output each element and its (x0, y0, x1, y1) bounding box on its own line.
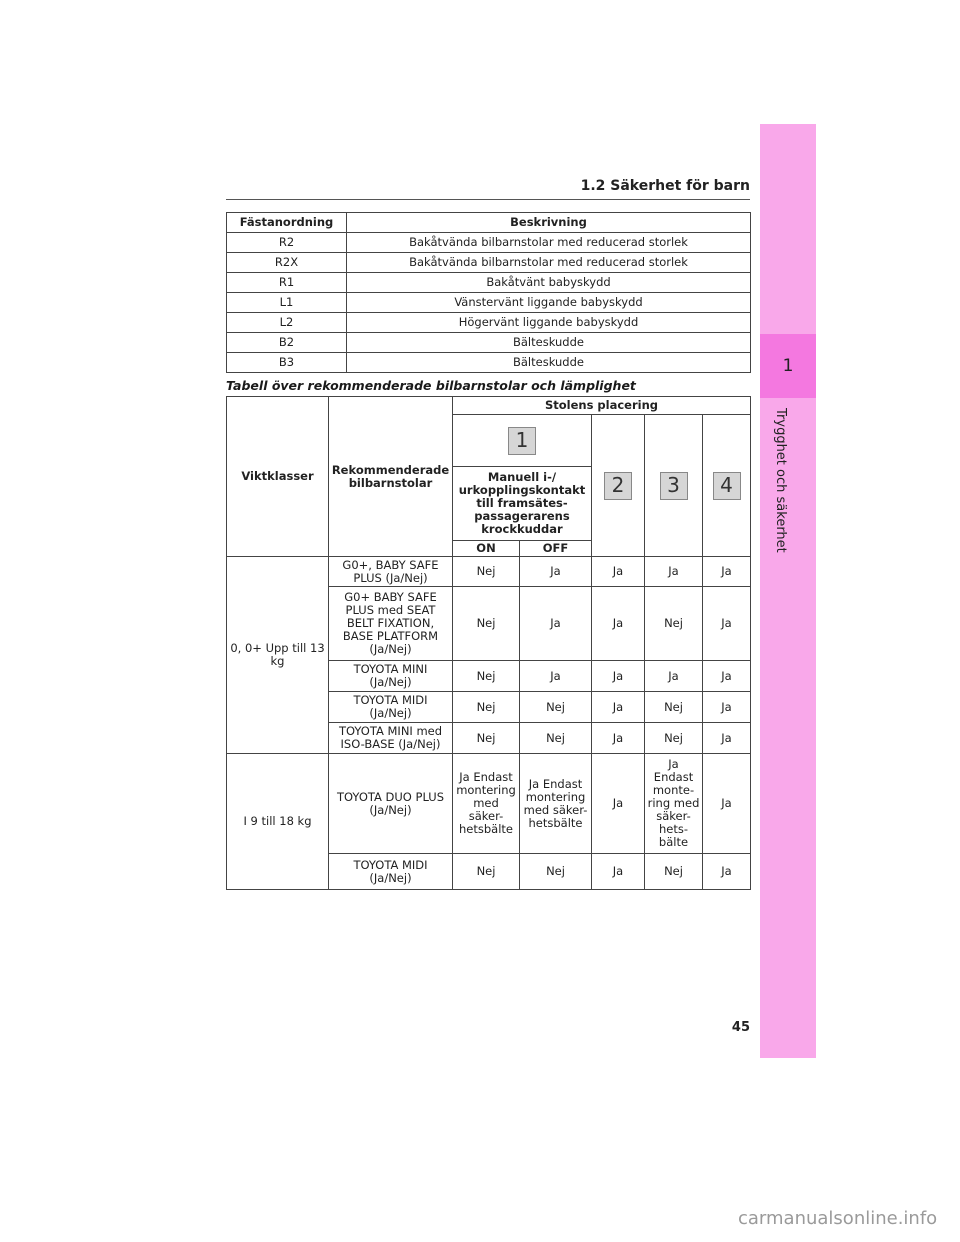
seat-position-2 (592, 415, 645, 557)
fixture-description: Vänstervänt liggande babyskydd (347, 293, 751, 313)
table-row (227, 754, 751, 854)
seat-model: G0+, BABY SAFE PLUS (Ja/Nej) (329, 557, 453, 587)
chapter-number: 1 (760, 334, 816, 398)
table-row (227, 313, 751, 333)
fixture-code: B2 (227, 333, 347, 353)
column-header-off: OFF (520, 541, 592, 557)
fixture-code: R1 (227, 273, 347, 293)
cell-position-3: Ja Endast monte-ring med säker-hets-bälte (645, 754, 703, 854)
fixture-description: Högervänt liggande babyskydd (347, 313, 751, 333)
seat-number-4-icon: 4 (713, 472, 741, 500)
chapter-title: Trygghet och säkerhet (773, 408, 788, 553)
fixture-description: Bälteskudde (347, 333, 751, 353)
seat-model: TOYOTA MIDI (Ja/Nej) (329, 854, 453, 890)
column-header-description: Beskrivning (347, 213, 751, 233)
suitability-table (226, 396, 751, 890)
cell-position-2: Ja (592, 723, 645, 754)
table-row (227, 293, 751, 313)
cell-position-3: Nej (645, 854, 703, 890)
column-header-on: ON (453, 541, 520, 557)
cell-position-4: Ja (703, 754, 751, 854)
column-header-weight: Viktklasser (227, 397, 329, 557)
seat-number-2-icon: 2 (604, 472, 632, 500)
fixture-code: L2 (227, 313, 347, 333)
table-row (227, 557, 751, 587)
watermark: carmanualsonline.info (738, 1208, 938, 1229)
seat-model: TOYOTA MINI med ISO-BASE (Ja/Nej) (329, 723, 453, 754)
cell-position-2: Ja (592, 661, 645, 692)
fixture-code: L1 (227, 293, 347, 313)
cell-on: Nej (453, 723, 520, 754)
fixture-description: Bakåtvänt babyskydd (347, 273, 751, 293)
cell-position-3: Nej (645, 723, 703, 754)
seat-model: TOYOTA MINI (Ja/Nej) (329, 661, 453, 692)
column-header-airbag-switch: Manuell i-/ urkopplingskontakt till framsätes-passagerarens krockkuddar (453, 467, 592, 541)
cell-position-2: Ja (592, 587, 645, 661)
cell-on: Ja Endast montering med säker-hetsbälte (453, 754, 520, 854)
cell-position-2: Ja (592, 557, 645, 587)
table-header-row (227, 397, 751, 415)
cell-off: Ja (520, 661, 592, 692)
cell-position-4: Ja (703, 587, 751, 661)
table-row (227, 353, 751, 373)
table-row (227, 333, 751, 353)
seat-model: TOYOTA MIDI (Ja/Nej) (329, 692, 453, 723)
table-row (227, 233, 751, 253)
table-caption: Tabell över rekommenderade bilbarnstolar och lämplighet (226, 378, 636, 393)
cell-position-2: Ja (592, 754, 645, 854)
seat-model: TOYOTA DUO PLUS (Ja/Nej) (329, 754, 453, 854)
cell-off: Nej (520, 692, 592, 723)
fixture-description: Bakåtvända bilbarnstolar med reducerad storlek (347, 253, 751, 273)
seat-position-1 (453, 415, 592, 467)
column-header-seat: Rekommenderade bilbarnstolar (329, 397, 453, 557)
seat-position-3 (645, 415, 703, 557)
cell-position-4: Ja (703, 557, 751, 587)
fixture-table (226, 212, 751, 373)
cell-off: Nej (520, 723, 592, 754)
cell-on: Nej (453, 661, 520, 692)
fixture-description: Bakåtvända bilbarnstolar med reducerad storlek (347, 233, 751, 253)
cell-position-4: Ja (703, 692, 751, 723)
cell-off: Ja Endast montering med säker-hetsbälte (520, 754, 592, 854)
section-header: 1.2 Säkerhet för barn (580, 178, 750, 194)
fixture-code: R2X (227, 253, 347, 273)
cell-off: Nej (520, 854, 592, 890)
weight-class: 0, 0+ Upp till 13 kg (227, 557, 329, 754)
cell-off: Ja (520, 587, 592, 661)
seat-number-3-icon: 3 (660, 472, 688, 500)
table-row (227, 253, 751, 273)
fixture-description: Bälteskudde (347, 353, 751, 373)
fixture-code: R2 (227, 233, 347, 253)
cell-position-3: Ja (645, 557, 703, 587)
cell-position-2: Ja (592, 854, 645, 890)
chapter-side-tab (760, 124, 816, 1058)
cell-on: Nej (453, 692, 520, 723)
cell-position-4: Ja (703, 854, 751, 890)
cell-on: Nej (453, 587, 520, 661)
column-header-fixture: Fästanordning (227, 213, 347, 233)
cell-position-2: Ja (592, 692, 645, 723)
cell-position-4: Ja (703, 723, 751, 754)
cell-position-3: Nej (645, 587, 703, 661)
page-number: 45 (731, 1020, 750, 1035)
fixture-code: B3 (227, 353, 347, 373)
table-header-row (227, 213, 751, 233)
cell-position-4: Ja (703, 661, 751, 692)
cell-position-3: Ja (645, 661, 703, 692)
table-row (227, 273, 751, 293)
seat-position-4 (703, 415, 751, 557)
weight-class: I 9 till 18 kg (227, 754, 329, 890)
cell-off: Ja (520, 557, 592, 587)
seat-number-1-icon: 1 (508, 427, 536, 455)
cell-on: Nej (453, 557, 520, 587)
header-divider (226, 199, 750, 200)
seat-model: G0+ BABY SAFE PLUS med SEAT BELT FIXATION, BASE PLATFORM (Ja/Nej) (329, 587, 453, 661)
column-header-position: Stolens placering (453, 397, 751, 415)
cell-on: Nej (453, 854, 520, 890)
cell-position-3: Nej (645, 692, 703, 723)
